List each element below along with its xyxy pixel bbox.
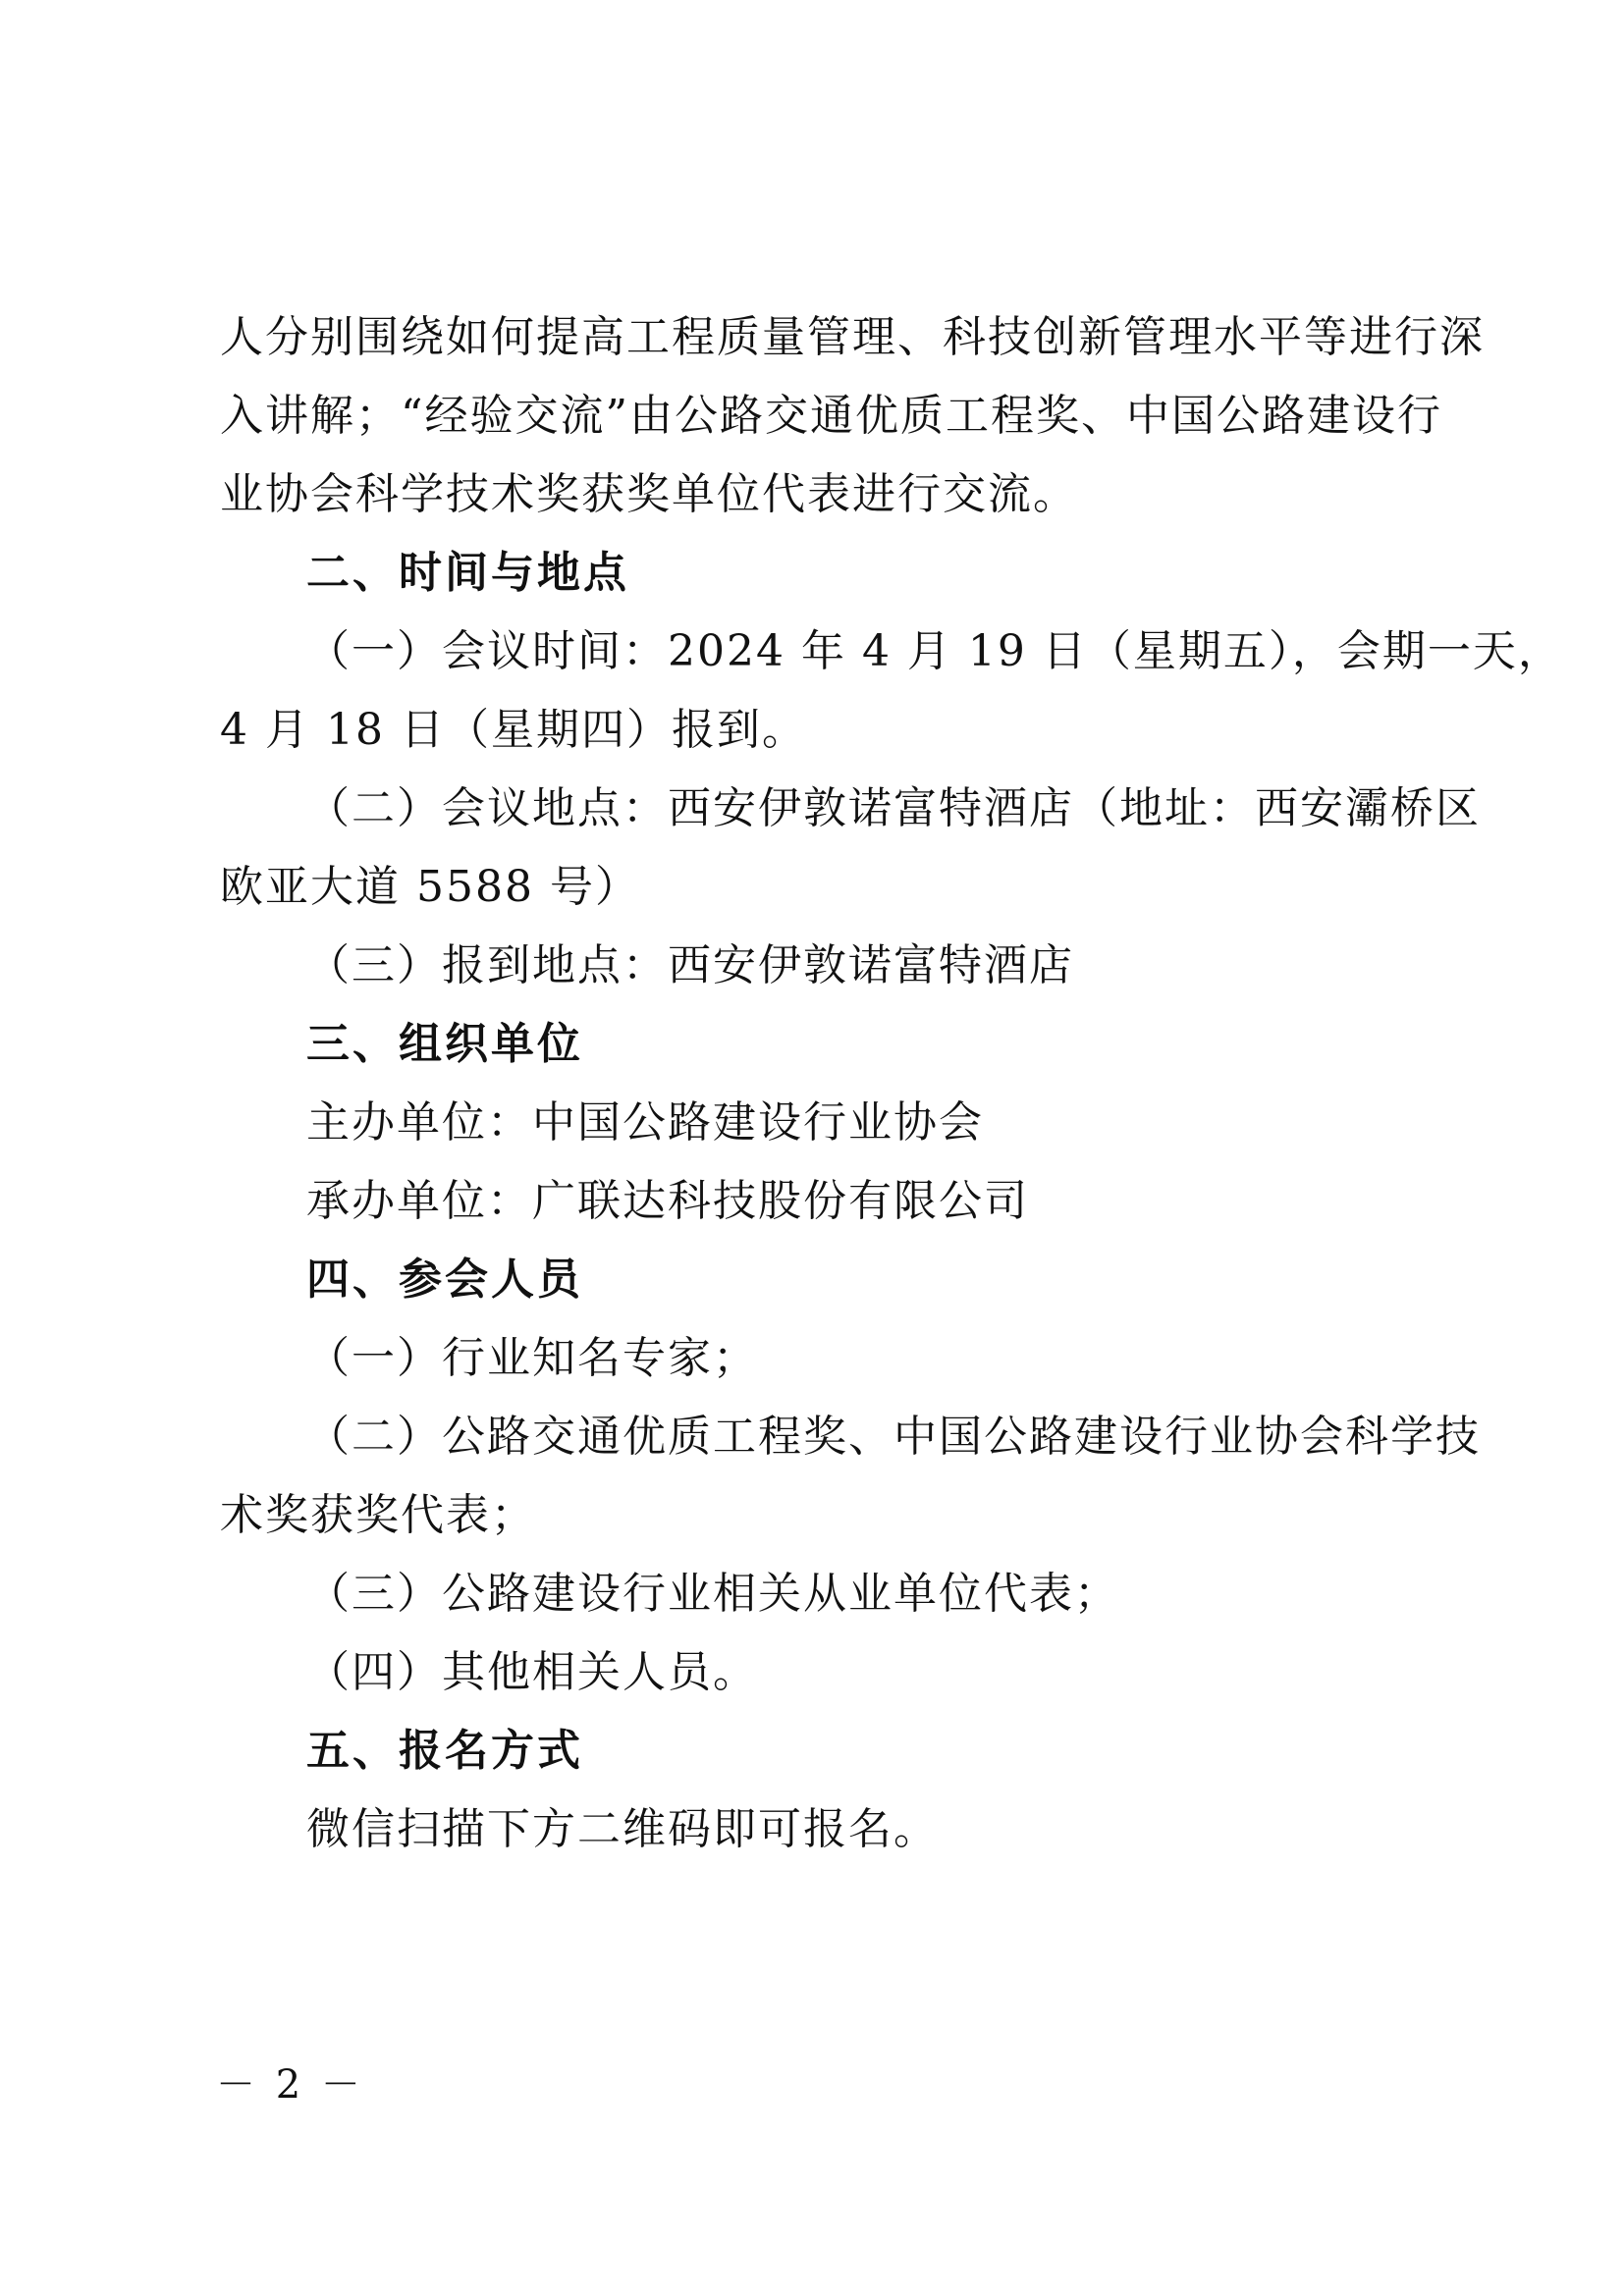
intro-paragraph-line: 业协会科学技术奖获奖单位代表进行交流。 xyxy=(220,469,1078,519)
intro-paragraph-line: 人分别围绕如何提高工程质量管理、科技创新管理水平等进行深 xyxy=(220,312,1485,362)
checkin-location: （三）报到地点：西安伊敦诺富特酒店 xyxy=(306,940,1074,990)
section-heading-time-venue: 二、时间与地点 xyxy=(306,548,629,598)
intro-paragraph-line: 入讲解；“经验交流”由公路交通优质工程奖、中国公路建设行 xyxy=(220,391,1442,441)
section-heading-attendees: 四、参会人员 xyxy=(306,1255,583,1305)
page-number: － 2 － xyxy=(216,2062,364,2108)
meeting-venue-line: 欧亚大道 5588 号） xyxy=(220,862,640,912)
attendee-item: （四）其他相关人员。 xyxy=(306,1647,758,1697)
meeting-time-line: 4 月 18 日（星期四）报到。 xyxy=(220,705,807,755)
host-organization: 主办单位：中国公路建设行业协会 xyxy=(306,1097,984,1148)
organizing-company: 承办单位：广联达科技股份有限公司 xyxy=(306,1176,1029,1226)
meeting-time-line: （一）会议时间：2024 年 4 月 19 日（星期五），会期一天， xyxy=(306,626,1563,676)
section-heading-registration: 五、报名方式 xyxy=(306,1726,583,1776)
meeting-venue-line: （二）会议地点：西安伊敦诺富特酒店（地址：西安灞桥区 xyxy=(306,783,1481,833)
section-heading-organizers: 三、组织单位 xyxy=(306,1019,583,1069)
attendee-item: （三）公路建设行业相关从业单位代表； xyxy=(306,1569,1119,1619)
attendee-item: （二）公路交通优质工程奖、中国公路建设行业协会科学技 xyxy=(306,1412,1481,1462)
registration-instructions: 微信扫描下方二维码即可报名。 xyxy=(306,1804,939,1854)
attendee-item: （一）行业知名专家； xyxy=(306,1333,758,1383)
attendee-item: 术奖获奖代表； xyxy=(220,1490,536,1540)
